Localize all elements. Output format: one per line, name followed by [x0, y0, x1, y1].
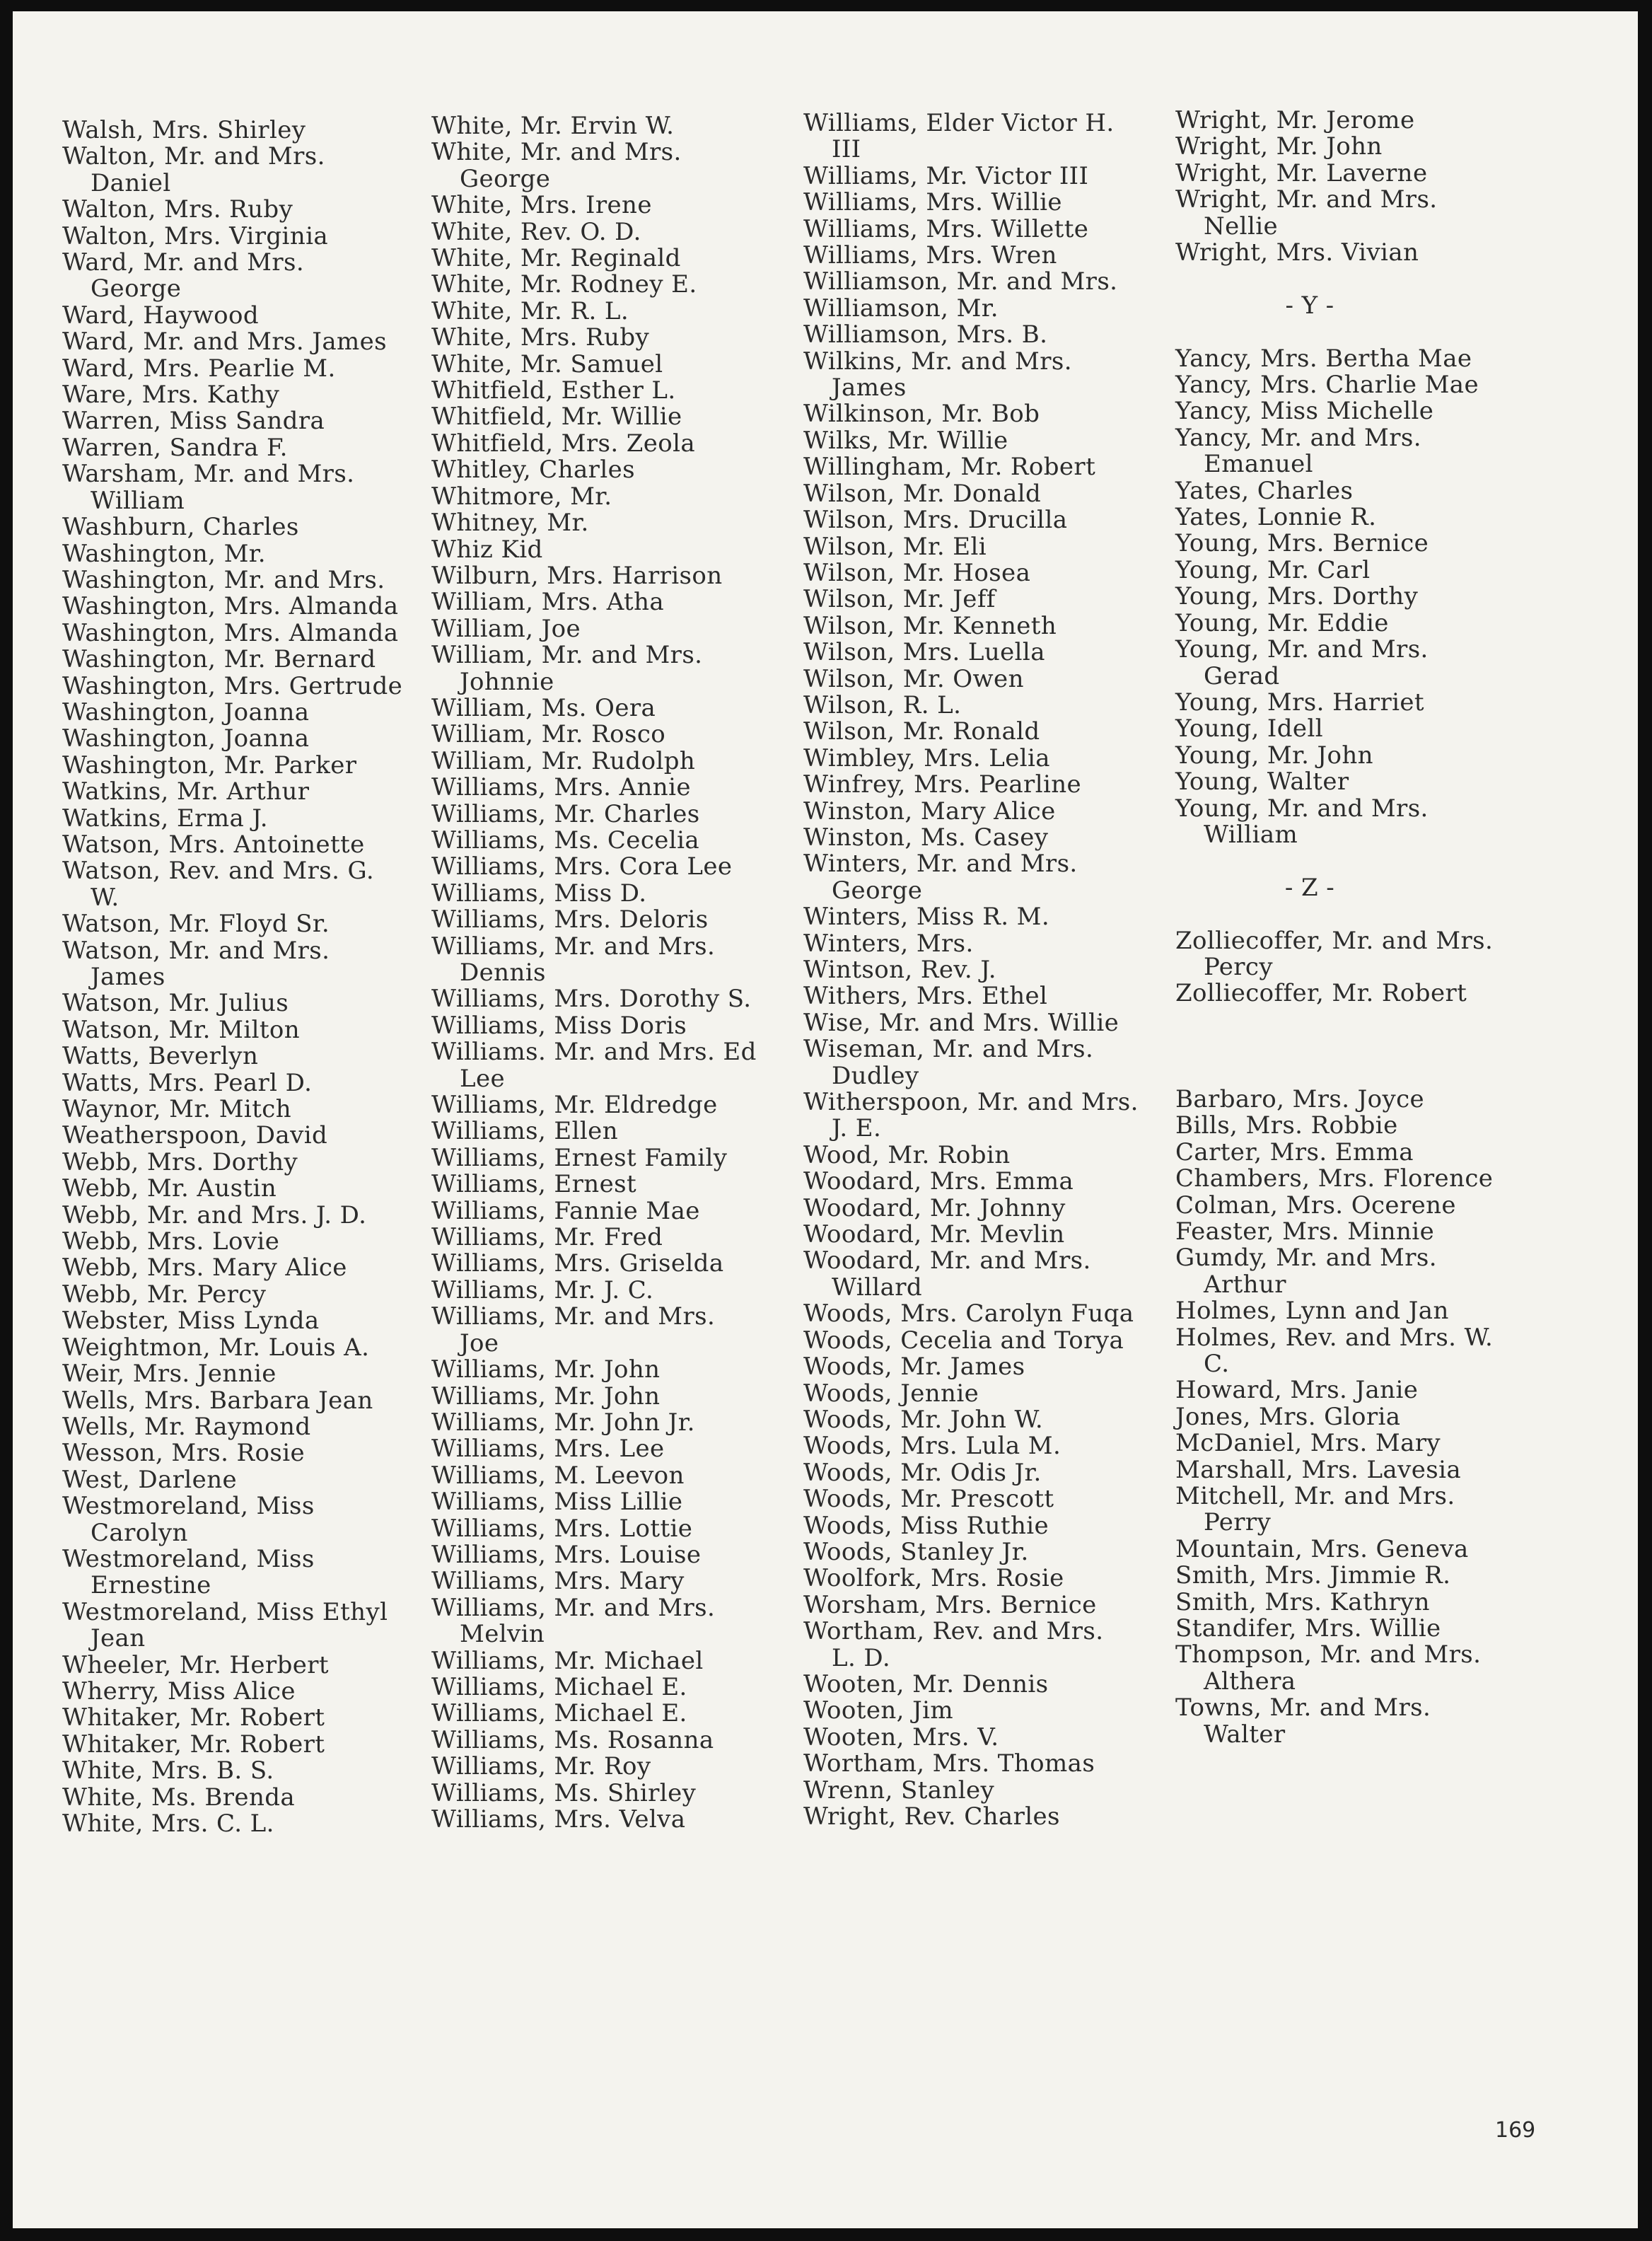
name-entry: White, Mrs. C. L.	[62, 1809, 274, 1838]
name-entry: Withers, Mrs. Ethel	[803, 982, 1048, 1011]
name-entry: Watson, Mr. and Mrs.	[62, 936, 330, 965]
name-entry: Wintson, Rev. J.	[803, 956, 996, 984]
name-entry: Wortham, Mrs. Thomas	[803, 1749, 1095, 1778]
name-entry: Wilson, Mr. Owen	[803, 664, 1024, 693]
name-entry: Washington, Mr. Bernard	[62, 645, 376, 674]
name-entry: White, Mr. R. L.	[431, 296, 629, 325]
name-entry: Yancy, Mrs. Charlie Mae	[1175, 371, 1479, 400]
name-entry: Williams, Mrs. Cora Lee	[431, 852, 733, 881]
name-entry: Weightmon, Mr. Louis A.	[62, 1333, 370, 1362]
name-entry-continuation: III	[832, 135, 861, 164]
name-entry: Wells, Mrs. Barbara Jean	[62, 1386, 373, 1415]
name-entry: Young, Mrs. Bernice	[1175, 529, 1429, 558]
name-entry: Young, Mrs. Harriet	[1175, 688, 1424, 717]
name-entry: Woods, Mr. Prescott	[803, 1485, 1054, 1514]
name-entry: Holmes, Rev. and Mrs. W.	[1175, 1323, 1494, 1352]
name-entry: Zolliecoffer, Mr. and Mrs.	[1175, 926, 1494, 955]
name-entry: Whitney, Mr.	[431, 509, 589, 538]
name-entry: William, Mr. and Mrs.	[431, 641, 703, 670]
name-column-2	[431, 113, 757, 1833]
name-entry: Williams, Mr. John	[431, 1382, 661, 1411]
name-entry: Woods, Mr. James	[803, 1353, 1025, 1382]
name-entry: Young, Mr. John	[1175, 741, 1373, 770]
name-entry: Wilson, R. L.	[803, 690, 962, 719]
name-entry: Wooten, Mrs. V.	[803, 1722, 999, 1751]
name-entry: Washington, Mr. and Mrs.	[62, 565, 385, 594]
name-entry: Williams, Elder Victor H.	[803, 109, 1115, 137]
name-entry: Wilks, Mr. Willie	[803, 426, 1008, 455]
name-entry: Warren, Sandra F.	[62, 433, 288, 462]
name-entry: Smith, Mrs. Jimmie R.	[1175, 1561, 1451, 1590]
name-entry: Williams, Mrs. Willie	[803, 188, 1062, 217]
name-entry: Holmes, Lynn and Jan	[1175, 1297, 1449, 1326]
name-entry: Williams, Mr. J. C.	[431, 1275, 654, 1304]
name-entry: Young, Idell	[1175, 714, 1323, 743]
name-entry: White, Mr. Ervin W.	[431, 112, 675, 140]
name-entry: Wright, Rev. Charles	[803, 1802, 1060, 1831]
name-entry: Williams, Miss D.	[431, 879, 647, 908]
name-entry: Williams, Mr. Roy	[431, 1752, 651, 1781]
name-entry: Winters, Mrs.	[803, 929, 974, 958]
name-entry: Wilson, Mrs. Luella	[803, 638, 1045, 667]
name-entry: Warsham, Mr. and Mrs.	[62, 460, 355, 489]
page-number: 169	[1495, 2118, 1536, 2143]
name-entry: Williamson, Mr.	[803, 294, 999, 323]
name-entry-continuation: James	[91, 963, 165, 991]
name-entry: Wesson, Mrs. Rosie	[62, 1439, 306, 1468]
name-entry: White, Ms. Brenda	[62, 1783, 296, 1812]
name-entry: McDaniel, Mrs. Mary	[1175, 1429, 1441, 1458]
name-entry: Wortham, Rev. and Mrs.	[803, 1617, 1104, 1646]
name-entry: Walton, Mr. and Mrs.	[62, 142, 325, 171]
name-entry: Young, Mr. and Mrs.	[1175, 635, 1429, 664]
name-entry-continuation: William	[1204, 820, 1298, 849]
name-entry: Williams, M. Leevon	[431, 1461, 685, 1490]
name-entry-continuation: Ernestine	[91, 1571, 211, 1600]
name-entry: Watson, Rev. and Mrs. G.	[62, 857, 375, 886]
name-entry: Woods, Mr. John W.	[803, 1405, 1044, 1434]
letter-heading: - Y -	[1285, 291, 1334, 320]
name-entry: Wilburn, Mrs. Harrison	[431, 561, 723, 590]
name-entry: Young, Mr. Carl	[1175, 555, 1371, 584]
name-entry: Williams, Ernest Family	[431, 1143, 728, 1172]
name-entry: William, Mr. Rosco	[431, 720, 666, 749]
name-entry-continuation: Arthur	[1204, 1270, 1286, 1299]
name-entry: Watts, Mrs. Pearl D.	[62, 1068, 313, 1097]
name-entry: Williams, Mrs. Velva	[431, 1805, 686, 1834]
name-entry: Chambers, Mrs. Florence	[1175, 1164, 1494, 1193]
name-entry: Ward, Mrs. Pearlie M.	[62, 354, 336, 383]
name-entry: Williams, Ms. Shirley	[431, 1778, 697, 1807]
name-entry: Weir, Mrs. Jennie	[62, 1360, 277, 1389]
name-entry: Williams, Mr. Michael	[431, 1646, 704, 1675]
name-entry: Wood, Mr. Robin	[803, 1140, 1011, 1169]
name-entry: Woodard, Mrs. Emma	[803, 1167, 1074, 1196]
name-entry: Webb, Mrs. Dorthy	[62, 1147, 298, 1176]
name-entry: Watts, Beverlyn	[62, 1042, 259, 1071]
name-entry: Towns, Mr. and Mrs.	[1175, 1693, 1431, 1722]
name-entry: Watson, Mrs. Antoinette	[62, 830, 365, 859]
name-entry: Woods, Jennie	[803, 1379, 979, 1408]
name-entry: Wise, Mr. and Mrs. Willie	[803, 1008, 1119, 1037]
name-entry: Wright, Mrs. Vivian	[1175, 238, 1419, 267]
name-entry: Smith, Mrs. Kathryn	[1175, 1587, 1430, 1616]
name-entry: Whitley, Charles	[431, 456, 635, 485]
name-entry: Wilkinson, Mr. Bob	[803, 400, 1040, 429]
name-entry: Feaster, Mrs. Minnie	[1175, 1217, 1435, 1246]
name-entry: Willingham, Mr. Robert	[803, 453, 1096, 482]
name-entry-continuation: Percy	[1204, 952, 1273, 981]
name-column-3	[803, 110, 1139, 1830]
name-entry: White, Mr. and Mrs.	[431, 138, 682, 167]
name-entry: Whitfield, Mr. Willie	[431, 403, 682, 432]
name-entry: Ward, Mr. and Mrs. James	[62, 328, 388, 357]
name-entry: Wilson, Mr. Eli	[803, 532, 987, 561]
name-entry: Walsh, Mrs. Shirley	[62, 116, 306, 144]
name-entry-continuation: George	[91, 274, 182, 303]
name-entry: Winters, Miss R. M.	[803, 903, 1050, 932]
name-entry: Woods, Mrs. Lula M.	[803, 1432, 1061, 1461]
name-entry-continuation: Johnnie	[460, 667, 554, 696]
name-entry: Webb, Mrs. Lovie	[62, 1227, 280, 1256]
name-entry: Winston, Ms. Casey	[803, 823, 1049, 852]
name-entry: Yancy, Mr. and Mrs.	[1175, 423, 1421, 452]
name-entry: Washington, Mrs. Almanda	[62, 618, 399, 647]
letter-heading: - Z -	[1284, 873, 1335, 902]
spacer	[1175, 901, 1493, 927]
name-entry: Winters, Mr. and Mrs.	[803, 850, 1078, 879]
name-entry: Yancy, Mrs. Bertha Mae	[1175, 344, 1472, 373]
name-entry: Westmoreland, Miss	[62, 1544, 315, 1573]
name-entry: Witherspoon, Mr. and Mrs.	[803, 1088, 1139, 1117]
name-entry: Williams, Ernest	[431, 1170, 637, 1199]
name-entry: Woodard, Mr. Mevlin	[803, 1220, 1065, 1249]
name-entry: Young, Walter	[1175, 768, 1349, 797]
name-entry: Wilkins, Mr. and Mrs.	[803, 347, 1072, 376]
name-entry: Williams, Mr. and Mrs.	[431, 1302, 716, 1331]
name-entry: Washburn, Charles	[62, 513, 299, 542]
name-entry: Westmoreland, Miss	[62, 1492, 315, 1521]
name-entry-continuation: J. E.	[832, 1114, 882, 1143]
name-entry: Yancy, Miss Michelle	[1175, 397, 1434, 426]
name-entry: Williams, Fannie Mae	[431, 1196, 700, 1225]
name-entry: Young, Mrs. Dorthy	[1175, 582, 1419, 611]
name-entry: William, Ms. Oera	[431, 693, 656, 722]
name-entry: Williams, Mrs. Louise	[431, 1540, 702, 1569]
name-entry: Webb, Mr. Percy	[62, 1280, 267, 1309]
name-column-4	[1175, 108, 1493, 1748]
name-entry: Washington, Mrs. Gertrude	[62, 671, 403, 700]
name-entry: Webb, Mrs. Mary Alice	[62, 1253, 347, 1282]
name-entry: Woods, Stanley Jr.	[803, 1537, 1029, 1566]
name-entry: Williams, Mrs. Lee	[431, 1435, 665, 1464]
name-entry: White, Mr. Reginald	[431, 244, 681, 273]
name-entry: Ware, Mrs. Kathy	[62, 381, 280, 410]
name-entry: Warren, Miss Sandra	[62, 407, 325, 436]
spacer	[1175, 848, 1493, 874]
name-entry: Williams, Mrs. Mary	[431, 1567, 685, 1596]
name-entry: Webb, Mr. Austin	[62, 1174, 277, 1203]
name-entry-continuation: Jean	[91, 1624, 146, 1653]
name-entry: White, Mr. Rodney E.	[431, 270, 697, 299]
name-entry: Young, Mr. and Mrs.	[1175, 794, 1429, 823]
name-entry: Watkins, Mr. Arthur	[62, 777, 310, 806]
name-entry: Washington, Joanna	[62, 697, 310, 726]
name-entry: Woods, Cecelia and Torya	[803, 1326, 1124, 1355]
name-entry: Yates, Lonnie R.	[1175, 503, 1377, 532]
name-entry: Barbaro, Mrs. Joyce	[1175, 1084, 1425, 1113]
name-entry: Winston, Mary Alice	[803, 797, 1056, 826]
name-entry: Watson, Mr. Milton	[62, 1015, 301, 1044]
name-entry: Wilson, Mr. Hosea	[803, 558, 1031, 587]
name-entry: Williams, Mr. Fred	[431, 1223, 663, 1252]
name-entry: Carter, Mrs. Emma	[1175, 1137, 1414, 1166]
name-entry: Ward, Mr. and Mrs.	[62, 248, 305, 277]
name-entry-continuation: Walter	[1204, 1720, 1286, 1749]
name-entry-continuation: W.	[91, 883, 120, 912]
name-entry: Woodard, Mr. and Mrs.	[803, 1246, 1091, 1275]
name-entry-continuation: Melvin	[460, 1620, 545, 1649]
name-entry: Wells, Mr. Raymond	[62, 1412, 311, 1441]
name-entry: Thompson, Mr. and Mrs.	[1175, 1640, 1482, 1669]
name-entry: Wright, Mr. Jerome	[1175, 106, 1415, 134]
name-entry: White, Mr. Samuel	[431, 349, 663, 378]
name-entry: Williams, Mrs. Dorothy S.	[431, 985, 752, 1014]
spacer	[1175, 319, 1493, 345]
name-entry: Gumdy, Mr. and Mrs.	[1175, 1244, 1437, 1273]
name-entry: Waynor, Mr. Mitch	[62, 1095, 292, 1124]
name-entry: Woods, Mrs. Carolyn Fuqa	[803, 1299, 1134, 1328]
name-entry: Williams, Mrs. Willette	[803, 214, 1089, 243]
name-entry: Mountain, Mrs. Geneva	[1175, 1534, 1469, 1563]
name-entry: Williams, Mr. Charles	[431, 799, 700, 828]
name-entry: Woods, Miss Ruthie	[803, 1511, 1049, 1540]
name-entry: Whitaker, Mr. Robert	[62, 1703, 325, 1732]
name-entry: Woodard, Mr. Johnny	[803, 1193, 1066, 1222]
name-entry: Williamson, Mrs. B.	[803, 320, 1048, 349]
name-entry: Walton, Mrs. Ruby	[62, 195, 293, 224]
name-entry: Williams, Ms. Cecelia	[431, 826, 700, 855]
name-entry: Williams, Miss Doris	[431, 1011, 687, 1040]
name-entry-continuation: C.	[1204, 1349, 1230, 1378]
name-entry-continuation: Gerad	[1204, 661, 1280, 690]
name-entry: Mitchell, Mr. and Mrs.	[1175, 1482, 1455, 1511]
name-entry: Wilson, Mrs. Drucilla	[803, 506, 1068, 535]
name-entry: Williams, Mrs. Griselda	[431, 1249, 724, 1278]
name-entry: Wheeler, Mr. Herbert	[62, 1650, 329, 1679]
name-entry-continuation: Carolyn	[91, 1518, 188, 1547]
name-entry: Williams. Mr. and Mrs. Ed	[431, 1038, 757, 1067]
name-entry-continuation: George	[460, 164, 551, 193]
name-entry: Williams, Mrs. Annie	[431, 773, 691, 802]
name-entry-continuation: Althera	[1204, 1667, 1296, 1696]
name-entry: Walton, Mrs. Virginia	[62, 221, 329, 250]
name-entry: Williams, Ellen	[431, 1117, 619, 1146]
name-entry: Williams, Ms. Rosanna	[431, 1725, 714, 1754]
name-entry-continuation: Daniel	[91, 168, 171, 197]
name-entry: Williams, Mr. and Mrs.	[431, 932, 716, 961]
name-entry: Williamson, Mr. and Mrs.	[803, 267, 1118, 296]
name-entry: Williams, Mrs. Lottie	[431, 1514, 693, 1543]
document-page	[13, 11, 1638, 2228]
name-entry: Washington, Mr. Parker	[62, 751, 357, 780]
name-entry-continuation: Perry	[1204, 1508, 1272, 1537]
name-entry: Williams, Mr. John	[431, 1355, 661, 1384]
name-entry: Wimbley, Mrs. Lelia	[803, 743, 1050, 772]
name-entry: Jones, Mrs. Gloria	[1175, 1402, 1401, 1431]
name-entry-continuation: Lee	[460, 1064, 506, 1093]
name-entry: Wilson, Mr. Jeff	[803, 585, 996, 614]
name-column-1	[62, 117, 402, 1837]
name-entry: William, Joe	[431, 614, 581, 643]
name-entry: Woolfork, Mrs. Rosie	[803, 1564, 1064, 1593]
name-entry: William, Mrs. Atha	[431, 588, 665, 617]
name-entry: Watkins, Erma J.	[62, 804, 268, 833]
name-entry: Williams, Mr. John Jr.	[431, 1408, 695, 1437]
spacer	[1175, 1060, 1493, 1087]
name-entry: Williams, Michael E.	[431, 1699, 687, 1728]
name-entry-continuation: Willard	[832, 1273, 923, 1302]
name-entry: Washington, Joanna	[62, 724, 310, 753]
name-entry: Wrenn, Stanley	[803, 1776, 995, 1805]
name-entry-continuation: James	[832, 374, 907, 403]
name-entry: Ward, Haywood	[62, 301, 260, 330]
spacer	[1175, 266, 1493, 292]
name-entry-continuation: Nellie	[1204, 212, 1279, 241]
name-entry: Whitfield, Mrs. Zeola	[431, 429, 696, 458]
name-entry: Wright, Mr. and Mrs.	[1175, 185, 1438, 214]
name-entry: Standifer, Mrs. Willie	[1175, 1614, 1441, 1643]
name-entry: Wherry, Miss Alice	[62, 1677, 296, 1706]
name-entry: Watson, Mr. Floyd Sr.	[62, 910, 330, 939]
name-entry: Watson, Mr. Julius	[62, 989, 289, 1018]
name-entry-continuation: L. D.	[832, 1643, 891, 1672]
name-entry: Washington, Mr.	[62, 539, 266, 568]
spacer	[1175, 1033, 1493, 1060]
name-entry: Wilson, Mr. Kenneth	[803, 611, 1057, 640]
name-entry: Wilson, Mr. Ronald	[803, 717, 1040, 746]
name-entry: Whitfield, Esther L.	[431, 376, 676, 405]
spacer	[1175, 1007, 1493, 1033]
name-entry: Whitaker, Mr. Robert	[62, 1730, 325, 1759]
name-entry-continuation: George	[832, 876, 923, 905]
name-entry: Weatherspoon, David	[62, 1121, 328, 1150]
name-entry: Williams, Michael E.	[431, 1672, 687, 1701]
name-entry: Williams, Mr. Victor III	[803, 161, 1089, 190]
name-entry: White, Mrs. Irene	[431, 191, 652, 220]
name-entry-continuation: William	[91, 486, 185, 515]
name-entry: Worsham, Mrs. Bernice	[803, 1590, 1097, 1619]
name-entry: Williams, Mrs. Wren	[803, 241, 1057, 270]
name-entry: Whitmore, Mr.	[431, 482, 612, 511]
name-entry: Winfrey, Mrs. Pearline	[803, 770, 1082, 799]
name-entry: William, Mr. Rudolph	[431, 746, 696, 775]
name-entry: White, Mrs. B. S.	[62, 1756, 274, 1785]
name-entry: Washington, Mrs. Almanda	[62, 592, 399, 621]
name-entry: Young, Mr. Eddie	[1175, 608, 1389, 637]
name-entry: Colman, Mrs. Ocerene	[1175, 1191, 1456, 1220]
name-entry: Wiseman, Mr. and Mrs.	[803, 1035, 1094, 1064]
name-entry: Marshall, Mrs. Lavesia	[1175, 1455, 1462, 1484]
name-entry-continuation: Emanuel	[1204, 450, 1313, 479]
name-entry: Bills, Mrs. Robbie	[1175, 1111, 1398, 1140]
name-entry: Webb, Mr. and Mrs. J. D.	[62, 1200, 367, 1229]
name-entry: Yates, Charles	[1175, 476, 1354, 505]
name-entry: Howard, Mrs. Janie	[1175, 1376, 1419, 1405]
name-entry: Wooten, Mr. Dennis	[803, 1669, 1049, 1698]
name-entry: Wright, Mr. Laverne	[1175, 158, 1428, 187]
name-entry: West, Darlene	[62, 1465, 238, 1494]
name-entry: Westmoreland, Miss Ethyl	[62, 1597, 388, 1626]
name-entry: White, Rev. O. D.	[431, 217, 641, 246]
name-entry: Woods, Mr. Odis Jr.	[803, 1458, 1042, 1487]
name-entry: Wright, Mr. John	[1175, 132, 1383, 161]
name-entry: Williams, Miss Lillie	[431, 1488, 683, 1517]
name-entry: Webster, Miss Lynda	[62, 1307, 320, 1336]
name-entry: White, Mrs. Ruby	[431, 323, 650, 352]
name-entry-continuation: Dennis	[460, 959, 546, 987]
name-entry: Williams, Mrs. Deloris	[431, 905, 709, 934]
name-entry: Wooten, Jim	[803, 1696, 954, 1725]
name-entry: Wilson, Mr. Donald	[803, 479, 1042, 508]
name-entry: Whiz Kid	[431, 535, 543, 564]
name-entry: Williams, Mr. Eldredge	[431, 1091, 718, 1120]
name-entry: Zolliecoffer, Mr. Robert	[1175, 979, 1467, 1008]
name-entry-continuation: Dudley	[832, 1061, 919, 1090]
name-entry: Williams, Mr. and Mrs.	[431, 1593, 716, 1622]
name-entry-continuation: Joe	[460, 1328, 499, 1357]
